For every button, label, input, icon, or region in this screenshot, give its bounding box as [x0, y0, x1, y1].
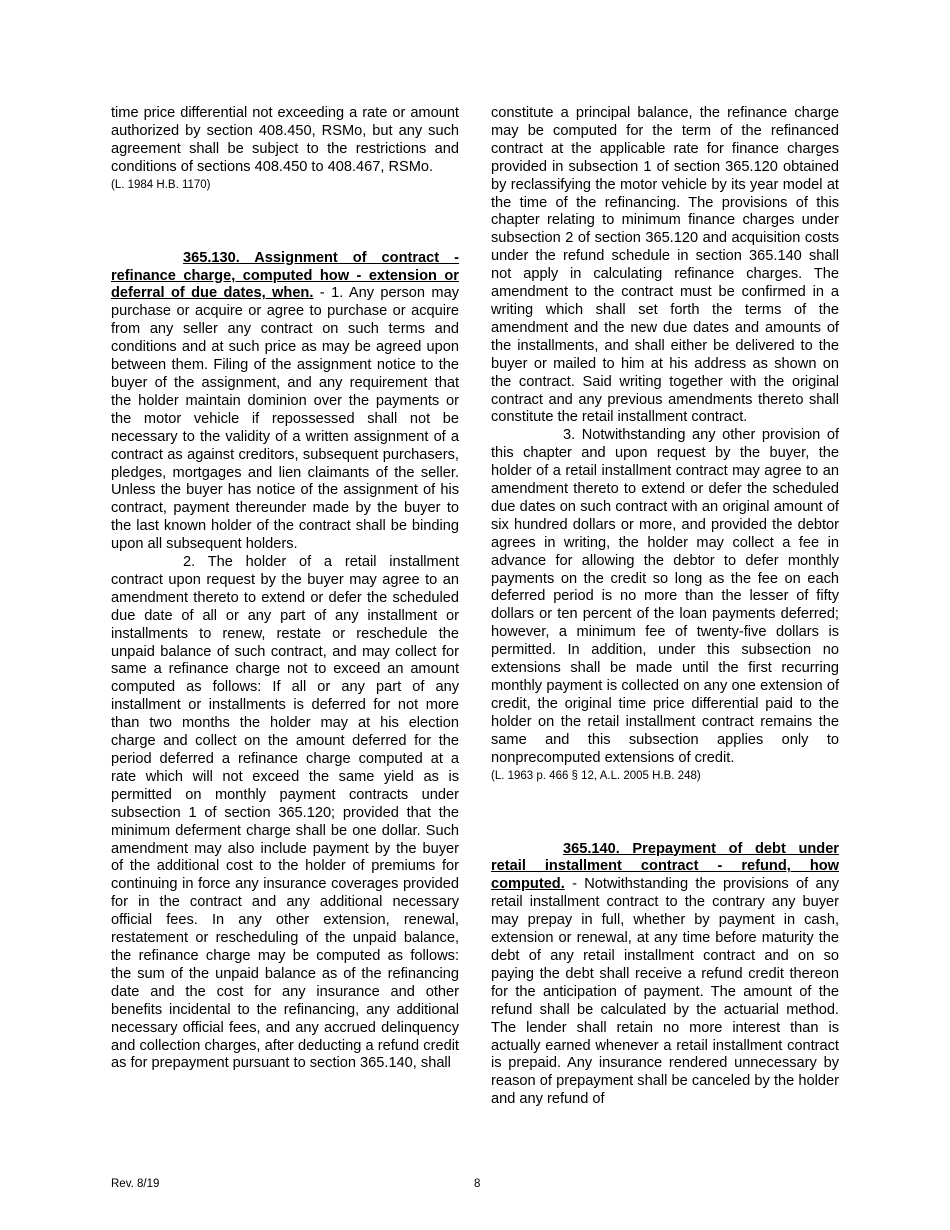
paragraph-continuation: time price differential not exceeding a rate or amount authorized by section 408.450, RSMo, but any such agreement shall be subject to the restrictions and conditions of sections 408.450 to 408.467, RSMo.: [111, 105, 459, 175]
section-365-140-paragraph: [491, 841, 839, 1110]
subsection-2-continued-text: constitute a principal balance, the refinance charge may be computed for the term of the refinanced contract at the applicable rate for finance charges provided in subsection 1 of section 365.120 obtained by reclassifying the motor vehicle by its year model at the time of the refinancing. The provisions of this chapter relating to minimum finance charges under subsection 2 of section 365.120 and acquisition costs under the refund schedule in section 365.140 shall not apply in calculating refinance charges. The amendment to the contract must be confirmed in a writing which shall set forth the terms of the amendment and the new due dates and amounts of the installments, and shall either be delivered to the buyer or mailed to him at his address as shown on the contract. Said writing together with the original contract and any previous amendments thereto shall constitute the retail installment contract.: [491, 105, 839, 426]
right-column: [491, 105, 839, 1109]
history-note: (L. 1984 H.B. 1170): [111, 178, 211, 191]
section-365-140-text: - Notwithstanding the provisions of any retail installment contract to the contrary any buyer may prepay in full, whether by payment in cash, extension or renewal, at any time before maturity the debt of any retail installment contract and on so paying the debt shall receive a refund credit thereon for the anticipation of payment. The amount of the refund shall be calculated by the actuarial method. The lender shall retain no more interest than is actually earned whenever a retail installment contract is prepaid. Any insurance rendered unnecessary by reason of prepayment shall be canceled by the holder and any refund of: [491, 876, 839, 1108]
left-column: [111, 105, 459, 1073]
section-heading-365-140: 365.140. Prepayment of debt under retail installment contract - refund, how computed.: [491, 840, 839, 893]
history-note: (L. 1963 p. 466 § 12, A.L. 2005 H.B. 248): [491, 769, 701, 782]
section-365-130-paragraph: [111, 250, 459, 554]
subsection-1-text: - 1. Any person may purchase or acquire or agree to purchase or acquire from any seller any contract on such terms and conditions and at such price as may be agreed upon between them. Filing of the assignment notice to the buyer of the assignment, and any requirement that the holder maintain dominion over the payments or the motor vehicle if repossessed shall not be necessary to the validity of a written assignment of a contract as against creditors, subsequent purchasers, pledges, mortgages and lien claimants of the seller. Unless the buyer has notice of the assignment of his contract, payment thereunder made by the buyer to the last known holder of the contract shall be binding upon all subsequent holders.: [111, 285, 459, 553]
revision-date: Rev. 8/19: [111, 1178, 160, 1190]
subsection-2-text: 2. The holder of a retail installment contract upon request by the buyer may agree to an amendment thereto to extend or defer the scheduled due date of all or any part of any installment or installments to renew, restate or reschedule the unpaid balance of such contract, and may collect for same a refinance charge not to exceed an amount computed as follows: If all or any part of any installment or installments is deferred for not more than two months the holder may at his election charge and collect on the amount deferred for the period deferred a refinance charge computed at a rate which will not exceed the same yield as is permitted on monthly payment contracts under subsection 1 of section 365.120; provided that the minimum deferment charge shall be one dollar. Such amendment may also include payment by the buyer of the additional cost to the holder of premiums for continuing in force any insurance coverages provided for in the contract and any additional necessary official fees. In any other extension, renewal, restatement or rescheduling of the unpaid balance, the refinance charge may be computed as follows: the sum of the unpaid balance as of the refinancing date and the cost for any insurance and other benefits incidental to the refinancing, any additional necessary official fees, and any accrued delinquency and collection charges, after deducting a refund credit as for prepayment pursuant to section 365.140, shall: [111, 554, 459, 1072]
page-number: 8: [474, 1178, 481, 1190]
section-heading-365-130: 365.130. Assignment of contract - refinance charge, computed how - extension or deferral of due dates, when.: [111, 249, 459, 302]
subsection-3-text: 3. Notwithstanding any other provision of this chapter and upon request by the buyer, the holder of a retail installment contract may agree to an amendment thereto to extend or defer the scheduled due dates on such contract with an original amount of six hundred dollars or more, and provided the debtor agrees in writing, the holder may collect a fee in advance for allowing the debtor to defer monthly payments on the credit so long as the fee on each deferred period is no more than the lesser of fifty dollars or ten percent of the loan payments deferred; however, a minimum fee of twenty-five dollars is permitted. In addition, under this subsection no extensions shall be made until the first recurring monthly payment is collected on any one extension of credit, the original time price differential paid to the holder on the retail installment contract remains the same and this subsection applies only to nonprecomputed extensions of credit.: [491, 427, 839, 766]
